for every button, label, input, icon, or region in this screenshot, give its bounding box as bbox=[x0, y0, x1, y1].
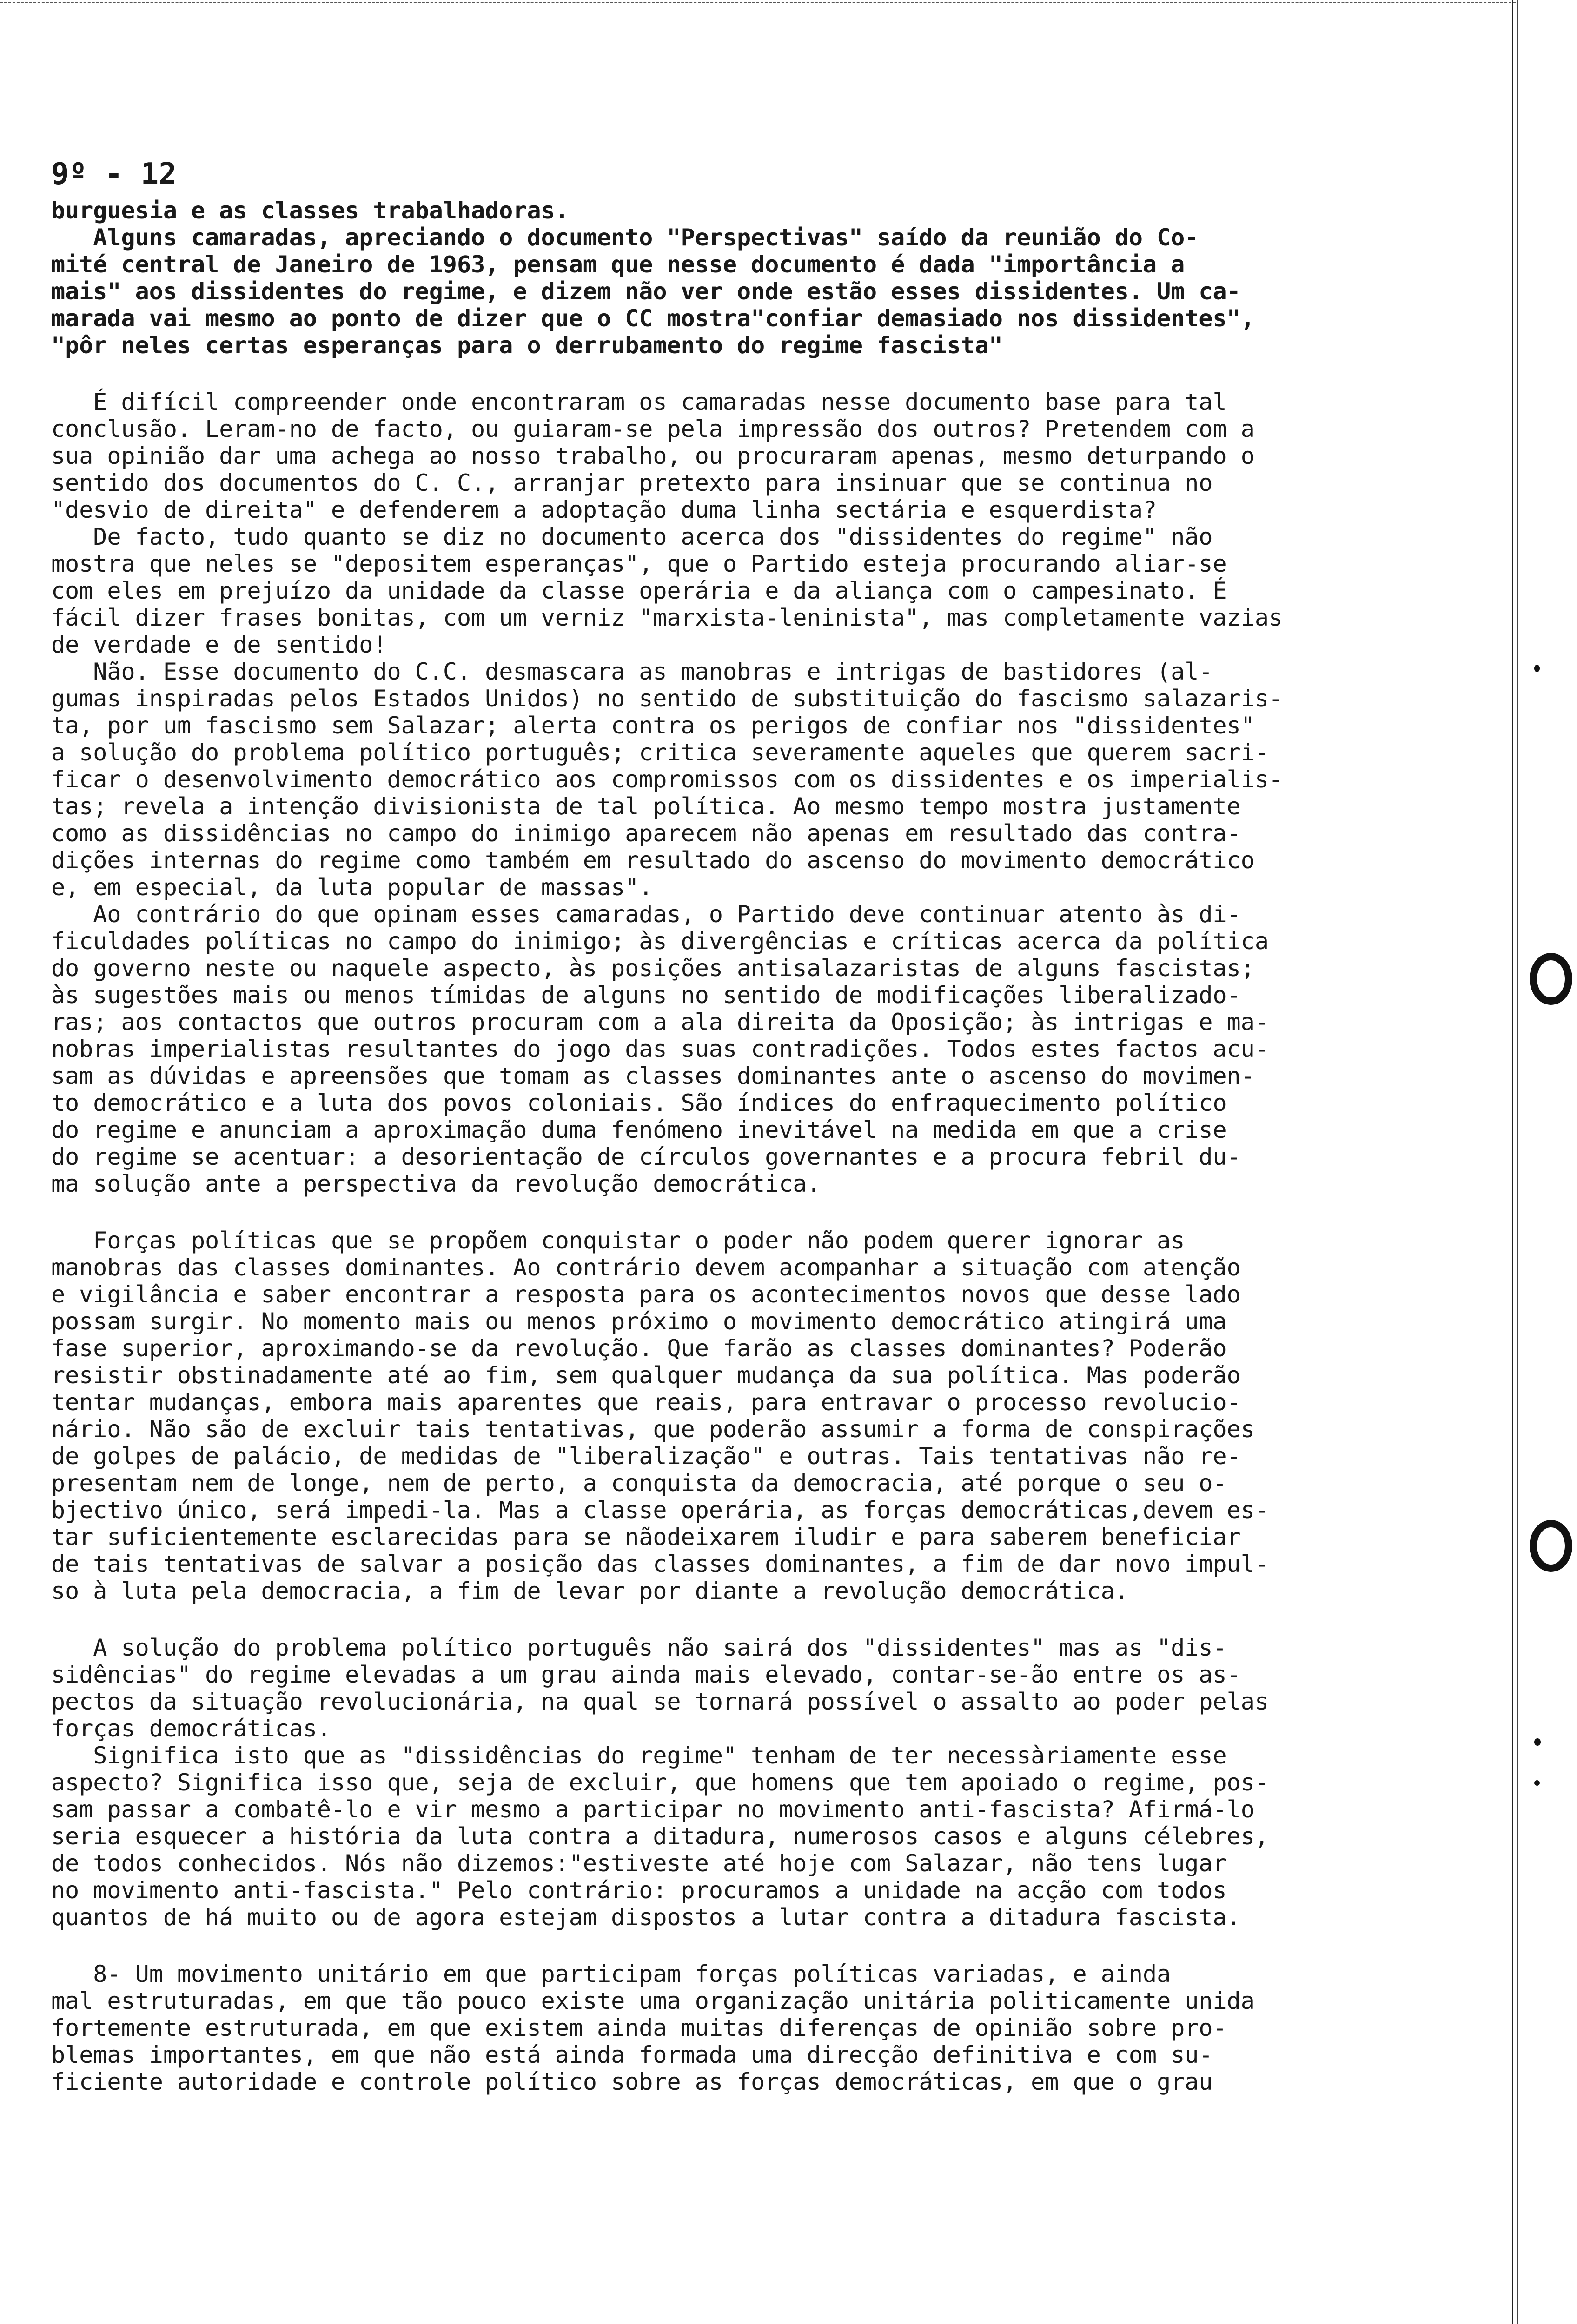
text-line: Forças políticas que se propõem conquistar o poder não podem querer ignorar as bbox=[51, 1227, 1185, 1254]
text-line: pectos da situação revolucionária, na qual se tornará possível o assalto ao poder pelas bbox=[51, 1688, 1269, 1715]
text-line: burguesia e as classes trabalhadoras. bbox=[51, 197, 569, 224]
text-line: como as dissidências no campo do inimigo aparecem não apenas em resultado das contra- bbox=[51, 820, 1241, 847]
text-line: ficiente autoridade e controle político sobre as forças democráticas, em que o grau bbox=[51, 2068, 1213, 2095]
text-line: De facto, tudo quanto se diz no documento acerca dos "dissidentes do regime" não bbox=[51, 523, 1213, 550]
paragraph-gap bbox=[51, 1197, 1446, 1227]
text-line: tentar mudanças, embora mais aparentes que reais, para entravar o processo revolucio- bbox=[51, 1389, 1241, 1416]
text-line: de verdade e de sentido! bbox=[51, 631, 387, 658]
page-number: 9º - 12 bbox=[51, 157, 177, 191]
text-line: ma solução ante a perspectiva da revolução democrática. bbox=[51, 1170, 821, 1197]
paragraph-gap bbox=[51, 1604, 1446, 1634]
text-line: no movimento anti-fascista." Pelo contrário: procuramos a unidade na acção com todos bbox=[51, 1877, 1227, 1904]
text-line: e, em especial, da luta popular de massas". bbox=[51, 874, 653, 901]
text-line: do regime se acentuar: a desorientação de círculos governantes e a procura febril du- bbox=[51, 1143, 1241, 1170]
margin-dot bbox=[1534, 1780, 1540, 1786]
text-line: Alguns camaradas, apreciando o documento "Perspectivas" saído da reunião do Co- bbox=[51, 224, 1199, 251]
margin-dot bbox=[1534, 1738, 1541, 1746]
text-line: fortemente estruturada, em que existem ainda muitas diferenças de opinião sobre pro- bbox=[51, 2014, 1227, 2041]
text-line: sam as dúvidas e apreensões que tomam as classes dominantes ante o ascenso do movimen- bbox=[51, 1063, 1255, 1089]
text-line: com eles em prejuízo da unidade da classe operária e da aliança com o campesinato. É bbox=[51, 577, 1227, 604]
text-line: gumas inspiradas pelos Estados Unidos) no sentido de substituição do fascismo salazaris- bbox=[51, 685, 1283, 712]
text-line: tar suficientemente esclarecidas para se nãodeixarem iludir e para saberem beneficiar bbox=[51, 1524, 1241, 1551]
text-line: seria esquecer a história da luta contra a ditadura, numerosos casos e alguns célebres, bbox=[51, 1823, 1269, 1850]
text-line: manobras das classes dominantes. Ao contrário devem acompanhar a situação com atenção bbox=[51, 1254, 1241, 1281]
paragraph bbox=[51, 1961, 1446, 2095]
paragraph-gap bbox=[51, 1931, 1446, 1961]
text-line: nário. Não são de excluir tais tentativas, que poderão assumir a forma de conspirações bbox=[51, 1416, 1255, 1443]
paragraph bbox=[51, 389, 1446, 1197]
page-right-edge bbox=[1512, 0, 1518, 2324]
text-line: do governo neste ou naquele aspecto, às posições antisalazaristas de alguns fascistas; bbox=[51, 955, 1255, 982]
text-line: "pôr neles certas esperanças para o derrubamento do regime fascista" bbox=[51, 332, 1003, 359]
text-line: so à luta pela democracia, a fim de levar por diante a revolução democrática. bbox=[51, 1578, 1129, 1604]
text-line: sentido dos documentos do C. C., arranjar pretexto para insinuar que se continua no bbox=[51, 469, 1213, 496]
text-line: Significa isto que as "dissidências do regime" tenham de ter necessàriamente esse bbox=[51, 1742, 1227, 1769]
paragraph bbox=[51, 1227, 1446, 1604]
text-line: resistir obstinadamente até ao fim, sem qualquer mudança da sua política. Mas poderão bbox=[51, 1362, 1241, 1389]
text-line: presentam nem de longe, nem de perto, a conquista da democracia, até porque o seu o- bbox=[51, 1470, 1227, 1497]
text-line: ficar o desenvolvimento democrático aos compromissos com os dissidentes e os imperialis- bbox=[51, 766, 1283, 793]
text-line: mité central de Janeiro de 1963, pensam que nesse documento é dada "importância a bbox=[51, 251, 1185, 278]
text-line: ras; aos contactos que outros procuram com a ala direita da Oposição; às intrigas e ma- bbox=[51, 1009, 1269, 1036]
text-line: bjectivo único, será impedi-la. Mas a classe operária, as forças democráticas,devem es- bbox=[51, 1497, 1269, 1524]
text-line: É difícil compreender onde encontraram os camaradas nesse documento base para tal bbox=[51, 389, 1227, 416]
text-line: do regime e anunciam a aproximação duma fenómeno inevitável na medida em que a crise bbox=[51, 1116, 1227, 1143]
typed-text-body bbox=[51, 158, 1446, 2095]
text-line: "desvio de direita" e defenderem a adoptação duma linha sectária e esquerdista? bbox=[51, 496, 1157, 523]
text-line: to democrático e a luta dos povos coloniais. São índices do enfraquecimento político bbox=[51, 1089, 1227, 1116]
punch-hole-lower bbox=[1530, 1520, 1572, 1572]
text-line: fase superior, aproximando-se da revolução. Que farão as classes dominantes? Poderão bbox=[51, 1335, 1227, 1362]
text-line: ficuldades políticas no campo do inimigo; às divergências e críticas acerca da política bbox=[51, 928, 1269, 955]
text-line: a solução do problema político português; critica severamente aqueles que querem sacri- bbox=[51, 739, 1269, 766]
punch-hole-upper bbox=[1530, 953, 1572, 1005]
text-line: dições internas do regime como também em resultado do ascenso do movimento democrático bbox=[51, 847, 1255, 874]
text-line: de tais tentativas de salvar a posição das classes dominantes, a fim de dar novo impul- bbox=[51, 1551, 1269, 1578]
paragraph-gap bbox=[51, 359, 1446, 389]
text-line: sam passar a combatê-lo e vir mesmo a participar no movimento anti-fascista? Afirmá-lo bbox=[51, 1796, 1255, 1823]
text-line: nobras imperialistas resultantes do jogo das suas contradições. Todos estes factos acu- bbox=[51, 1036, 1269, 1063]
text-line: às sugestões mais ou menos tímidas de alguns no sentido de modificações liberalizado- bbox=[51, 982, 1241, 1009]
margin-dot bbox=[1534, 665, 1540, 672]
page-top-edge bbox=[0, 2, 1516, 5]
text-line: possam surgir. No momento mais ou menos próximo o movimento democrático atingirá uma bbox=[51, 1308, 1227, 1335]
text-line: blemas importantes, em que não está ainda formada uma direcção definitiva e com su- bbox=[51, 2041, 1213, 2068]
text-line: mal estruturadas, em que tão pouco existe uma organização unitária politicamente unida bbox=[51, 1987, 1255, 2014]
text-line: mais" aos dissidentes do regime, e dizem não ver onde estão esses dissidentes. Um ca- bbox=[51, 278, 1241, 305]
text-line: fácil dizer frases bonitas, com um verniz "marxista-leninista", mas completamente vazias bbox=[51, 604, 1283, 631]
text-line: mostra que neles se "depositem esperanças", que o Partido esteja procurando aliar-se bbox=[51, 550, 1227, 577]
text-line: e vigilância e saber encontrar a resposta para os acontecimentos novos que desse lado bbox=[51, 1281, 1241, 1308]
text-line: 8- Um movimento unitário em que participam forças políticas variadas, e ainda bbox=[51, 1961, 1171, 1987]
text-line: forças democráticas. bbox=[51, 1715, 331, 1742]
text-line: de golpes de palácio, de medidas de "liberalização" e outras. Tais tentativas não re- bbox=[51, 1443, 1241, 1470]
text-line: conclusão. Leram-no de facto, ou guiaram-se pela impressão dos outros? Pretendem com a bbox=[51, 416, 1255, 442]
text-line: tas; revela a intenção divisionista de tal política. Ao mesmo tempo mostra justamente bbox=[51, 793, 1241, 820]
text-line: ta, por um fascismo sem Salazar; alerta contra os perigos de confiar nos "dissidentes" bbox=[51, 712, 1255, 739]
text-line: Não. Esse documento do C.C. desmascara as manobras e intrigas de bastidores (al- bbox=[51, 658, 1213, 685]
paragraph bbox=[51, 197, 1446, 359]
text-line: quantos de há muito ou de agora estejam dispostos a lutar contra a ditadura fascista. bbox=[51, 1904, 1241, 1931]
text-line: aspecto? Significa isso que, seja de excluir, que homens que tem apoiado o regime, pos- bbox=[51, 1769, 1269, 1796]
text-line: de todos conhecidos. Nós não dizemos:"estiveste até hoje com Salazar, não tens lugar bbox=[51, 1850, 1227, 1877]
text-line: marada vai mesmo ao ponto de dizer que o CC mostra"confiar demasiado nos dissidentes", bbox=[51, 305, 1255, 332]
paragraph bbox=[51, 1634, 1446, 1931]
text-line: sua opinião dar uma achega ao nosso trabalho, ou procuraram apenas, mesmo deturpando o bbox=[51, 442, 1255, 469]
text-line: sidências" do regime elevadas a um grau ainda mais elevado, contar-se-ão entre os as- bbox=[51, 1661, 1241, 1688]
text-line: A solução do problema político português não sairá dos "dissidentes" mas as "dis- bbox=[51, 1634, 1227, 1661]
text-line: Ao contrário do que opinam esses camaradas, o Partido deve continuar atento às di- bbox=[51, 901, 1241, 928]
